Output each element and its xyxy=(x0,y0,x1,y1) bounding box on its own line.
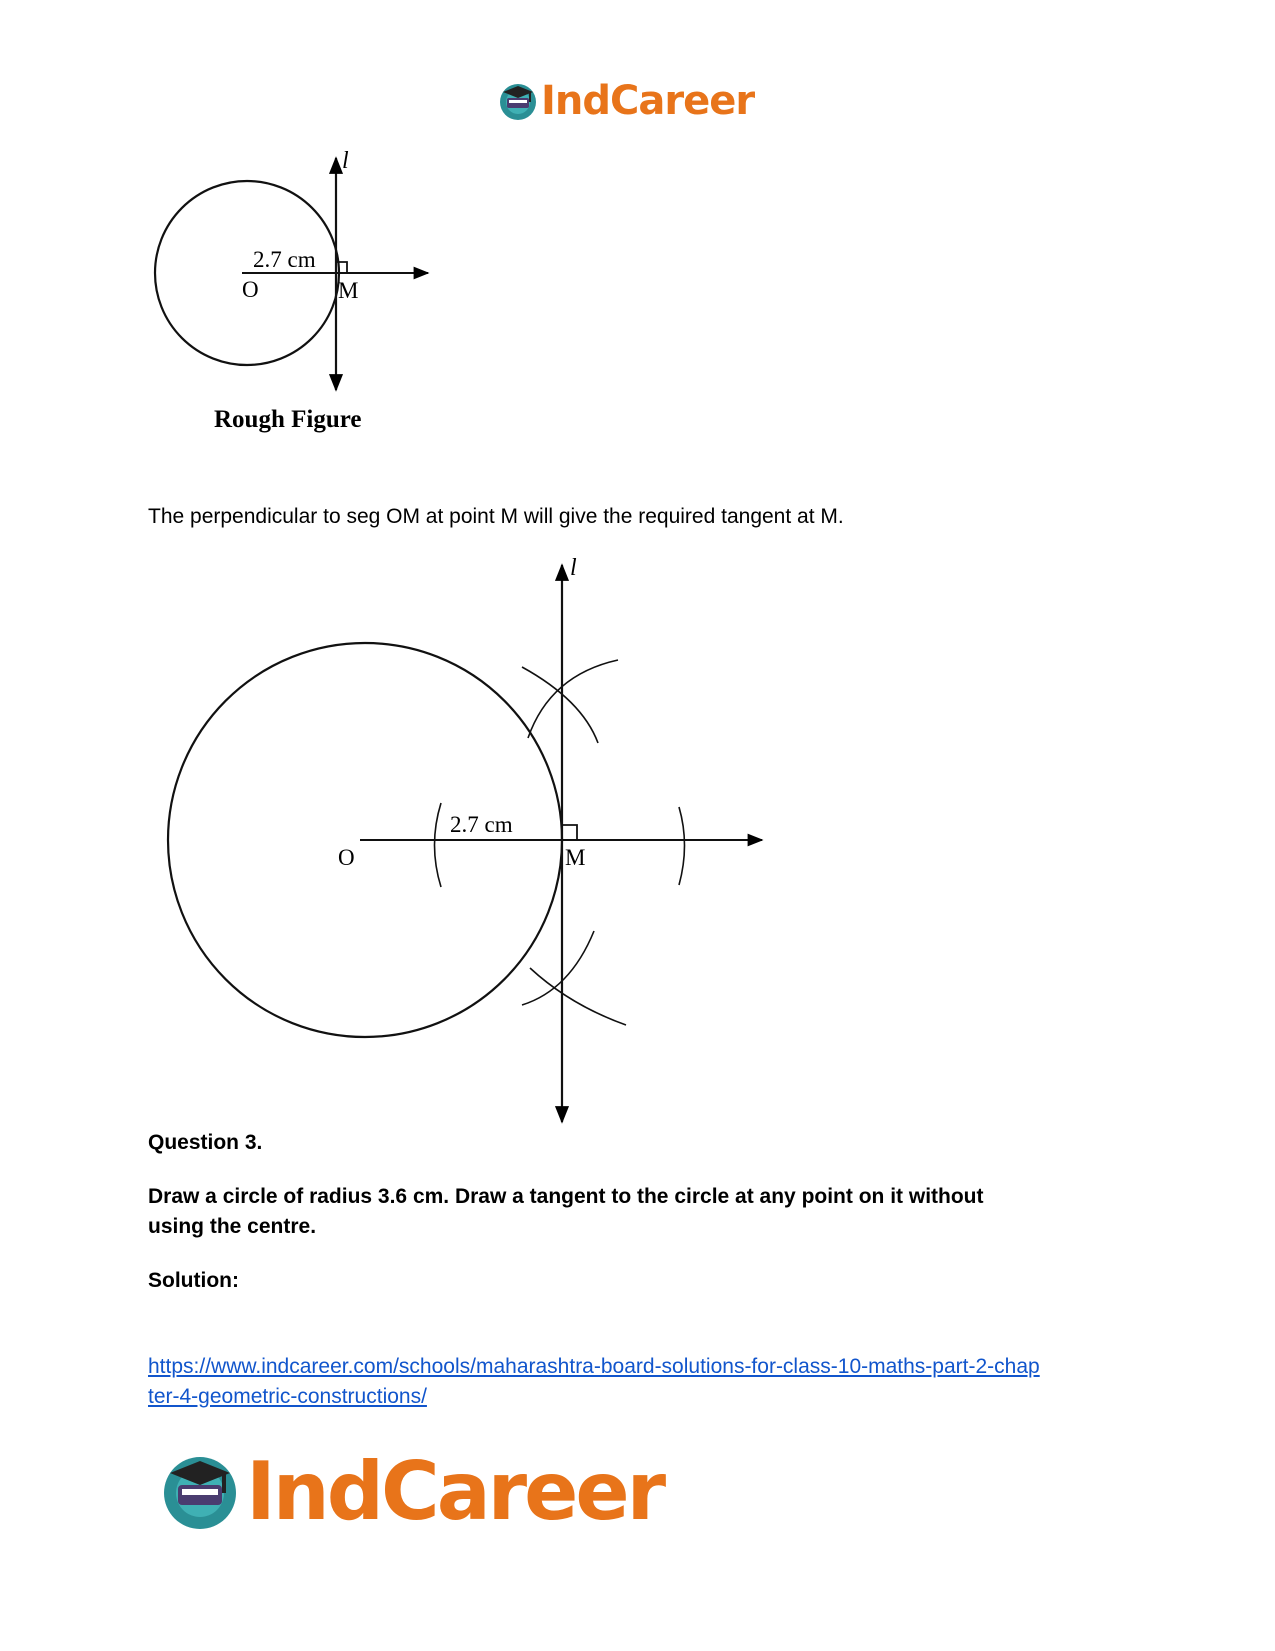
graduation-globe-icon xyxy=(497,80,539,122)
construction-point-label: M xyxy=(565,845,586,870)
rough-figure xyxy=(150,150,450,450)
construction-arc-right xyxy=(679,807,685,885)
footer-logo xyxy=(158,1445,663,1537)
header-brand-text: IndCareer xyxy=(541,78,755,124)
construction-arc-lower-2 xyxy=(530,968,626,1025)
footer-brand-text: IndCareer xyxy=(246,1444,664,1538)
rough-figure-caption: Rough Figure xyxy=(214,406,362,433)
question-text-line-2: using the centre. xyxy=(148,1215,317,1238)
construction-right-angle-mark xyxy=(562,825,577,840)
construction-arc-left xyxy=(435,803,442,887)
footer-link-line-2[interactable]: ter-4-geometric-constructions/ xyxy=(148,1385,427,1408)
rough-centre-label: O xyxy=(242,277,259,302)
rough-radius-label: 2.7 cm xyxy=(253,247,316,272)
construction-figure xyxy=(150,555,770,1130)
rough-line-label: l xyxy=(342,150,349,174)
header-logo xyxy=(497,78,754,124)
construction-arc-upper-1 xyxy=(522,667,598,743)
graduation-globe-icon xyxy=(158,1449,242,1533)
solution-label: Solution: xyxy=(148,1269,239,1292)
rough-point-label: M xyxy=(338,278,359,303)
footer-link-line-1[interactable]: https://www.indcareer.com/schools/maharashtra-board-solutions-for-class-10-maths-part-2-chap xyxy=(148,1355,1040,1378)
question-text-line-1: Draw a circle of radius 3.6 cm. Draw a tangent to the circle at any point on it without xyxy=(148,1185,984,1208)
statement-text: The perpendicular to seg OM at point M will give the required tangent at M. xyxy=(148,505,844,528)
construction-arc-upper-2 xyxy=(528,660,618,738)
construction-line-label: l xyxy=(570,555,577,581)
construction-radius-label: 2.7 cm xyxy=(450,812,513,837)
footer-link[interactable] xyxy=(148,1352,1040,1412)
question-heading: Question 3. xyxy=(148,1131,263,1154)
construction-centre-label: O xyxy=(338,845,355,870)
